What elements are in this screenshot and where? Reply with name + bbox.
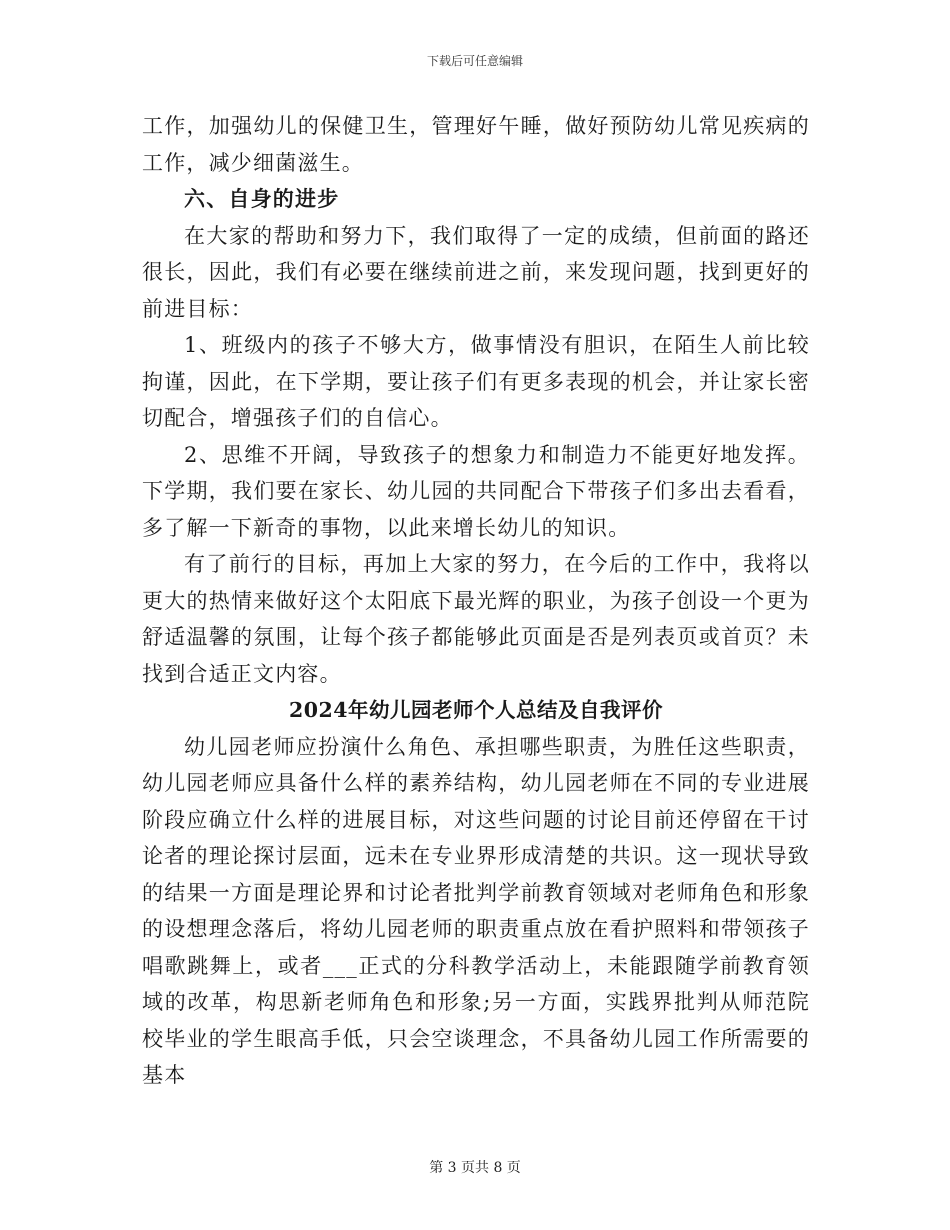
section-heading: 六、自身的进步 — [184, 186, 340, 211]
paragraph-goal: 有了前行的目标，再加上大家的努力，在今后的工作中，我将以更大的热情来做好这个太阳底下最光辉的职业，为孩子创设一个更为舒适温馨的氛围，让每个孩子都能够此页面是否是列表页或首页？未找到合适正文内容。 — [142, 552, 810, 686]
document-body — [142, 108, 810, 1094]
document-title: 2024年幼儿园老师个人总结及自我评价 — [288, 698, 664, 722]
list-item-2: 2、思维不开阔，导致孩子的想象力和制造力不能更好地发挥。下学期，我们要在家长、幼儿园的共同配合下带孩子们多出去看看，多了解一下新奇的事物，以此来增长幼儿的知识。 — [142, 442, 810, 540]
paragraph-intro: 幼儿园老师应扮演什么角色、承担哪些职责，为胜任这些职责，幼儿园老师应具备什么样的素养结构，幼儿园老师在不同的专业进展阶段应确立什么样的进展目标，对这些问题的讨论目前还停留在干讨论者的理论探讨层面，远未在专业界形成清楚的共识。这一现状导致的结果一方面是理论界和讨论者批判学前教育领域对老师角色和形象的设想理念落后，将幼儿园老师的职责重点放在看护照料和带领孩子唱歌跳舞上，或者___正式的分科教学活动上，未能跟随学前教育领域的改革，构思新老师角色和形象;另一方面，实践界批判从师范院校毕业的学生眼高手低，只会空谈理念，不具备幼儿园工作所需要的基本 — [142, 734, 810, 1087]
paragraph-continuation: 工作，加强幼儿的保健卫生，管理好午睡，做好预防幼儿常见疾病的工作，减少细菌滋生。 — [142, 114, 810, 175]
page-footer: 第 3 页共 8 页 — [429, 1160, 521, 1176]
paragraph-progress: 在大家的帮助和努力下，我们取得了一定的成绩，但前面的路还很长，因此，我们有必要在继续前进之前，来发现问题，找到更好的前进目标： — [142, 223, 810, 321]
page-header: 下载后可任意编辑 — [426, 54, 523, 68]
list-item-1: 1、班级内的孩子不够大方，做事情没有胆识，在陌生人前比较拘谨，因此，在下学期，要让孩子们有更多表现的机会，并让家长密切配合，增强孩子们的自信心。 — [142, 333, 810, 430]
